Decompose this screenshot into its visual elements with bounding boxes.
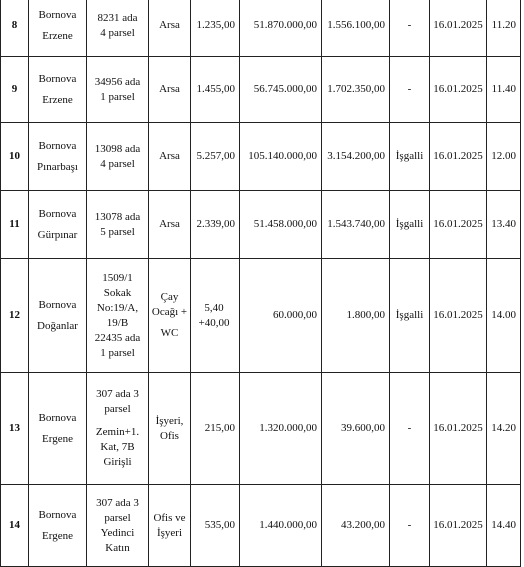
location-cell <box>29 373 87 485</box>
neighborhood-text: Pınarbaşı <box>37 160 78 173</box>
table-row <box>1 57 521 123</box>
area-cell: 5.257,00 <box>191 123 240 191</box>
property-type-cell <box>149 373 191 485</box>
property-type-cell <box>149 57 191 123</box>
property-type-line: Arsa <box>159 218 180 230</box>
parcel-line: 1 parsel <box>100 346 135 359</box>
property-type-line: Ocağı + <box>151 306 188 318</box>
location-cell <box>29 0 87 57</box>
status-cell: İşgalli <box>390 123 430 191</box>
table-row <box>1 485 521 567</box>
parcel-line: 4 parsel <box>100 26 135 39</box>
status-cell: İşgalli <box>390 191 430 259</box>
parcel-line: Katın <box>105 541 130 554</box>
date-cell: 16.01.2025 <box>430 259 487 373</box>
time-cell: 13.40 <box>487 191 521 259</box>
area-cell: 1.455,00 <box>191 57 240 123</box>
guarantee-cell: 1.556.100,00 <box>322 0 390 57</box>
parcel-cell <box>87 123 149 191</box>
date-cell: 16.01.2025 <box>430 373 487 485</box>
guarantee-cell: 1.543.740,00 <box>322 191 390 259</box>
date-cell: 16.01.2025 <box>430 191 487 259</box>
row-number: 13 <box>1 373 29 485</box>
area-cell: 1.235,00 <box>191 0 240 57</box>
district-text: Bornova <box>38 298 77 311</box>
estimated-value-cell: 60.000,00 <box>240 259 322 373</box>
parcel-line: 4 parsel <box>100 157 135 170</box>
area-cell: 215,00 <box>191 373 240 485</box>
area-cell: 5,40 +40,00 <box>191 259 240 373</box>
parcel-line: 307 ada 3 <box>96 496 139 509</box>
property-type-cell <box>149 191 191 259</box>
estimated-value-cell: 1.320.000,00 <box>240 373 322 485</box>
neighborhood-text: Doğanlar <box>37 319 78 332</box>
guarantee-cell: 39.600,00 <box>322 373 390 485</box>
property-type-line: WC <box>160 327 179 339</box>
parcel-cell <box>87 0 149 57</box>
row-number: 14 <box>1 485 29 567</box>
district-text: Bornova <box>38 72 77 85</box>
status-cell: - <box>390 485 430 567</box>
status-cell: - <box>390 0 430 57</box>
property-type-line: Arsa <box>159 150 180 162</box>
area-cell: 535,00 <box>191 485 240 567</box>
district-text: Bornova <box>38 508 77 521</box>
estimated-value-cell: 51.870.000,00 <box>240 0 322 57</box>
estimated-value-cell: 1.440.000,00 <box>240 485 322 567</box>
property-type-cell <box>149 0 191 57</box>
parcel-line: 22435 ada <box>94 331 141 344</box>
guarantee-cell: 3.154.200,00 <box>322 123 390 191</box>
neighborhood-text: Ergene <box>42 432 73 445</box>
status-cell: - <box>390 373 430 485</box>
parcel-cell <box>87 57 149 123</box>
status-cell: İşgalli <box>390 259 430 373</box>
parcel-line: 8231 ada <box>97 11 138 24</box>
date-cell: 16.01.2025 <box>430 123 487 191</box>
district-text: Bornova <box>38 139 77 152</box>
parcel-line: Yedinci <box>100 526 135 539</box>
table-row <box>1 259 521 373</box>
parcel-line: 307 ada 3 <box>96 388 139 400</box>
property-type-line: Ofis <box>160 429 179 442</box>
estimated-value-cell: 56.745.000,00 <box>240 57 322 123</box>
district-text: Bornova <box>38 411 77 424</box>
table-row <box>1 0 521 57</box>
guarantee-cell: 1.800,00 <box>322 259 390 373</box>
parcel-cell <box>87 485 149 567</box>
parcel-line: Girişli <box>103 456 132 468</box>
parcel-line: parsel <box>104 403 131 415</box>
location-cell <box>29 191 87 259</box>
location-cell <box>29 259 87 373</box>
location-cell <box>29 123 87 191</box>
date-cell: 16.01.2025 <box>430 57 487 123</box>
parcel-line: Sokak <box>103 286 132 299</box>
parcel-line: parsel <box>104 511 131 524</box>
parcel-line: 34956 ada <box>94 75 141 88</box>
time-cell: 12.00 <box>487 123 521 191</box>
estimated-value-cell: 105.140.000,00 <box>240 123 322 191</box>
neighborhood-text: Erzene <box>42 29 73 42</box>
parcel-line: Kat, 7B <box>100 441 135 453</box>
parcel-line: 19/B <box>106 316 129 329</box>
date-cell: 16.01.2025 <box>430 0 487 57</box>
location-cell <box>29 485 87 567</box>
location-cell <box>29 57 87 123</box>
area-cell: 2.339,00 <box>191 191 240 259</box>
parcel-cell <box>87 259 149 373</box>
time-cell: 11.20 <box>487 0 521 57</box>
neighborhood-text: Ergene <box>42 529 73 542</box>
property-type-line: Arsa <box>159 19 180 31</box>
parcel-line: 13078 ada <box>94 210 141 223</box>
status-cell: - <box>390 57 430 123</box>
row-number: 8 <box>1 0 29 57</box>
property-type-cell <box>149 485 191 567</box>
time-cell: 14.20 <box>487 373 521 485</box>
parcel-line: No:19/A, <box>96 301 139 314</box>
row-number: 11 <box>1 191 29 259</box>
parcel-line: 1 parsel <box>100 90 135 103</box>
property-type-line: Ofis ve <box>153 511 186 524</box>
time-cell: 11.40 <box>487 57 521 123</box>
guarantee-cell: 43.200,00 <box>322 485 390 567</box>
parcel-line: 1509/1 <box>102 271 133 284</box>
parcel-line: Zemin+1. <box>95 426 140 438</box>
parcel-cell <box>87 191 149 259</box>
parcel-line: 13098 ada <box>94 142 141 155</box>
estimated-value-cell: 51.458.000,00 <box>240 191 322 259</box>
neighborhood-text: Gürpınar <box>37 228 78 241</box>
time-cell: 14.40 <box>487 485 521 567</box>
table-row <box>1 191 521 259</box>
property-type-line: İşyeri <box>156 526 183 539</box>
row-number: 12 <box>1 259 29 373</box>
table-row <box>1 373 521 485</box>
property-type-cell <box>149 123 191 191</box>
district-text: Bornova <box>38 8 77 21</box>
row-number: 10 <box>1 123 29 191</box>
row-number: 9 <box>1 57 29 123</box>
table-row <box>1 123 521 191</box>
neighborhood-text: Erzene <box>42 93 73 106</box>
time-cell: 14.00 <box>487 259 521 373</box>
parcel-cell <box>87 373 149 485</box>
guarantee-cell: 1.702.350,00 <box>322 57 390 123</box>
date-cell: 16.01.2025 <box>430 485 487 567</box>
parcel-line: 5 parsel <box>100 225 135 238</box>
property-type-line: Çay <box>160 291 179 303</box>
property-type-line: Arsa <box>159 83 180 95</box>
property-type-line: İşyeri, <box>155 414 184 427</box>
property-type-cell <box>149 259 191 373</box>
district-text: Bornova <box>38 207 77 220</box>
